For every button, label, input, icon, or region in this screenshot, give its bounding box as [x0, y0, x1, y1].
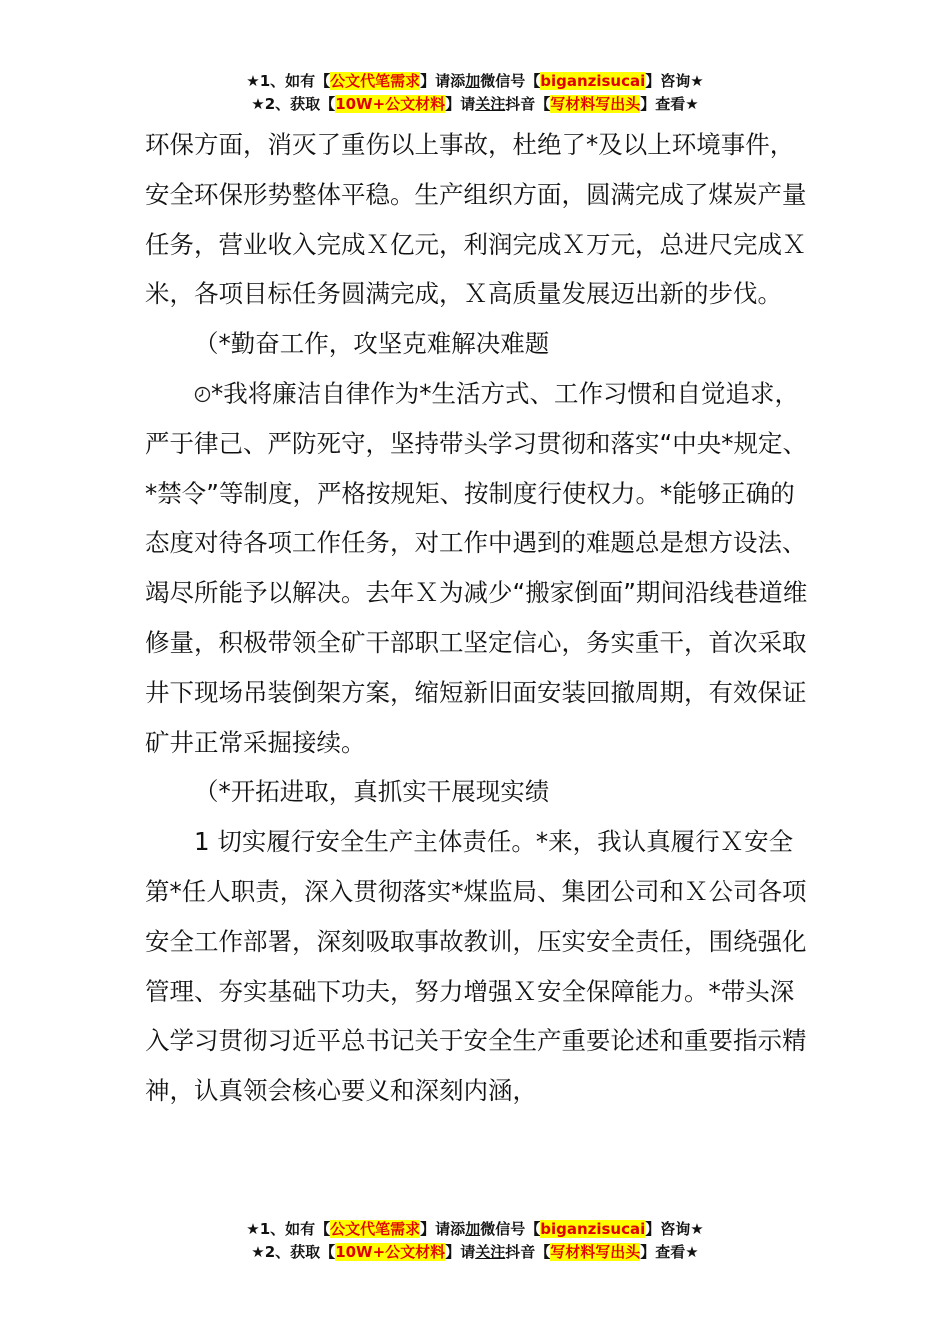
banner-text: 微信号【: [480, 1220, 541, 1238]
banner-highlight: 写材料写出头: [550, 95, 641, 113]
banner-highlight: biganzisucai: [540, 72, 646, 90]
banner-text: 】请: [445, 1243, 476, 1261]
banner-text: 】咨询★: [645, 72, 704, 90]
header-banner-line-1: [0, 70, 950, 93]
section-heading-diligent-work: （*勤奋工作，攻坚克难解决难题: [194, 329, 550, 359]
clock-icon: [194, 386, 211, 403]
footer-banner-line-1: [0, 1218, 950, 1241]
banner-text: 】查看★: [640, 95, 699, 113]
banner-highlight: 公文代笔需求: [330, 72, 421, 90]
banner-text: 】查看★: [640, 1243, 699, 1261]
banner-highlight: biganzisucai: [540, 1220, 646, 1238]
banner-text: ★2、获取【: [251, 95, 336, 113]
banner-text: 抖音【: [505, 1243, 551, 1261]
banner-text: 】请添: [420, 1220, 466, 1238]
banner-emphasis: 加: [465, 1220, 481, 1238]
paragraph-safety-responsibility: 1 切实履行安全生产主体责任。*来，我认真履行Ｘ安全第*任人职责，深入贯彻落实*煤监局、集团公司和Ｘ公司各项安全工作部署，深刻吸取事故教训，压实安全责任，围绕强化管理、夯实基础下功夫，努力增强Ｘ安全保障能力。*带头深入学习贯彻习近平总书记关于安全生产重要论述和重要指示精神，认真领会核心要义和深刻内涵，: [145, 827, 807, 1106]
footer-banner-line-2: [0, 1241, 950, 1264]
banner-text: 】请添: [420, 72, 466, 90]
banner-text: 抖音【: [505, 95, 551, 113]
footer-banner: [0, 1218, 950, 1264]
header-banner: [0, 70, 950, 116]
paragraph-integrity: [145, 369, 810, 767]
banner-text: 微信号【: [480, 72, 541, 90]
banner-emphasis: 关注: [475, 1243, 506, 1261]
banner-highlight: 写材料写出头: [550, 1243, 641, 1261]
banner-text: 】请: [445, 95, 476, 113]
paragraph-environment: 环保方面，消灭了重伤以上事故，杜绝了*及以上环境事件，安全环保形势整体平稳。生产组织方面，圆满完成了煤炭产量任务，营业收入完成Ｘ亿元，利润完成Ｘ万元，总进尺完成Ｘ米，各项目标任务圆满完成，Ｘ高质量发展迈出新的步伐。: [145, 130, 807, 309]
banner-text: 】咨询★: [645, 1220, 704, 1238]
banner-emphasis: 关注: [475, 95, 506, 113]
banner-highlight: 10W+公文材料: [335, 1243, 446, 1261]
section-heading-pioneering: （*开拓进取，真抓实干展现实绩: [194, 777, 550, 807]
banner-highlight: 公文代笔需求: [330, 1220, 421, 1238]
banner-emphasis: 加: [465, 72, 481, 90]
document-body: [145, 120, 810, 1116]
banner-text: ★2、获取【: [251, 1243, 336, 1261]
paragraph-integrity-text: *我将廉洁自律作为*生活方式、工作习惯和自觉追求，严于律己、严防死守，坚持带头学习贯彻和落实“中央*规定、*禁令”等制度，严格按规矩、按制度行使权力。*能够正确的态度对待各项工作任务，对工作中遇到的难题总是想方设法、竭尽所能予以解决。去年Ｘ为减少“搬家倒面”期间沿线巷道维修量，积极带领全矿干部职工坚定信心，务实重干，首次采取井下现场吊装倒架方案，缩短新旧面安装回撤周期，有效保证矿井正常采掘接续。: [145, 378, 808, 757]
header-banner-line-2: [0, 93, 950, 116]
banner-text: ★1、如有【: [246, 72, 331, 90]
banner-text: ★1、如有【: [246, 1220, 331, 1238]
banner-highlight: 10W+公文材料: [335, 95, 446, 113]
